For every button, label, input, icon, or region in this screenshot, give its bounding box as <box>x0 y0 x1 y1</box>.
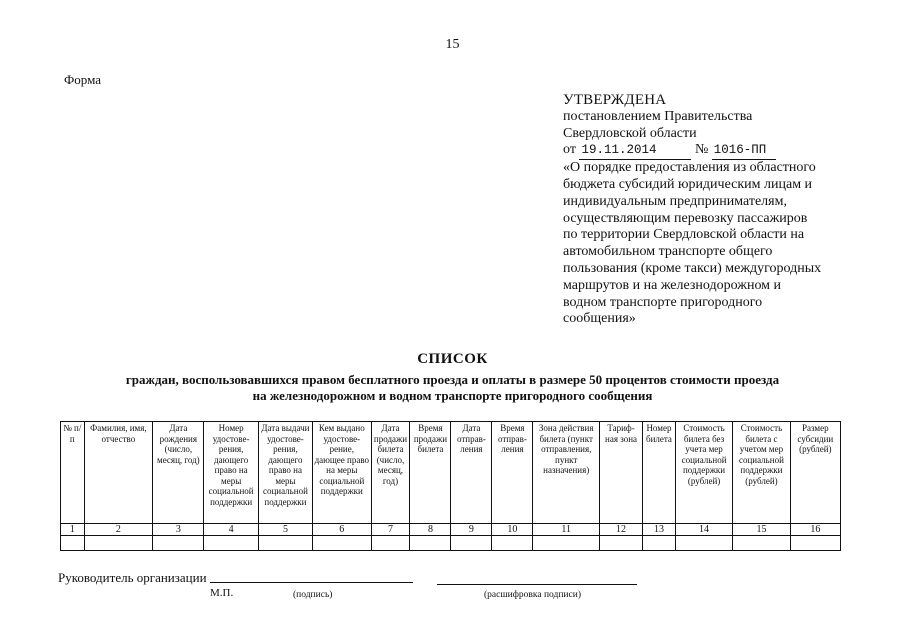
list-title: СПИСОК <box>417 351 488 367</box>
approval-line: автомобильном транспорте общего <box>563 244 773 260</box>
empty-cell <box>733 536 790 551</box>
signature-line <box>210 582 413 583</box>
column-number: 12 <box>600 524 643 536</box>
from-prefix: от <box>563 142 576 158</box>
column-number: 3 <box>153 524 204 536</box>
signature-caption: (подпись) <box>293 590 333 600</box>
column-number: 1 <box>61 524 85 536</box>
column-number: 13 <box>643 524 676 536</box>
page-number: 15 <box>445 37 460 52</box>
approval-line: маршрутов и на железнодорожном и <box>563 277 782 293</box>
approval-line: пользования (кроме такси) междугородных <box>563 260 822 276</box>
column-header: Время отправ-ления <box>492 422 533 524</box>
empty-cell <box>492 536 533 551</box>
approval-line: «О порядке предоставления из областного <box>563 160 816 176</box>
empty-cell <box>153 536 204 551</box>
citizens-table <box>60 421 841 551</box>
column-number: 16 <box>790 524 840 536</box>
column-number: 6 <box>313 524 371 536</box>
column-header: Дата рождения (число, месяц, год) <box>153 422 204 524</box>
list-subtitle-line: на железнодорожном и водном транспорте пригородного сообщения <box>252 388 653 403</box>
column-header: Время продажи билета <box>410 422 451 524</box>
column-number: 4 <box>204 524 258 536</box>
approval-line: бюджета субсидий юридическим лицам и <box>563 176 813 192</box>
column-header: Тариф-ная зона <box>600 422 643 524</box>
empty-cell <box>84 536 153 551</box>
column-number: 5 <box>258 524 312 536</box>
column-number: 7 <box>371 524 410 536</box>
signature-label: Руководитель организации <box>58 570 207 585</box>
approval-line: осуществляющим перевозку пассажиров <box>563 210 808 226</box>
column-number: 14 <box>675 524 732 536</box>
approval-date-number <box>563 142 863 160</box>
column-header: Фамилия, имя, отчество <box>84 422 153 524</box>
approval-line: индивидуальным предпринимателям, <box>563 193 787 209</box>
empty-cell <box>410 536 451 551</box>
column-header: Стоимость билета с учетом мер социальной поддержки (рублей) <box>733 422 790 524</box>
column-number: 8 <box>410 524 451 536</box>
empty-cell <box>533 536 600 551</box>
column-number: 2 <box>84 524 153 536</box>
empty-cell <box>451 536 492 551</box>
empty-cell <box>371 536 410 551</box>
decoding-line <box>437 584 637 585</box>
decoding-caption: (расшифровка подписи) <box>484 590 581 600</box>
empty-cell <box>313 536 371 551</box>
approval-line: по территории Свердловской области на <box>563 227 805 243</box>
column-header: Дата продажи билета (число, месяц, год) <box>371 422 410 524</box>
approval-line: сообщения» <box>563 311 636 327</box>
stamp-label: М.П. <box>210 587 234 599</box>
column-header: Номер билета <box>643 422 676 524</box>
column-header: № п/п <box>61 422 85 524</box>
column-number: 9 <box>451 524 492 536</box>
approval-line: Свердловской области <box>563 125 697 141</box>
form-label: Форма <box>64 72 101 87</box>
empty-cell <box>61 536 85 551</box>
table-column-numbers-row <box>61 524 841 536</box>
column-header: Дата отправ-ления <box>451 422 492 524</box>
table-header-row <box>61 422 841 524</box>
column-header: Дата выдачи удостове-рения, дающего право на меры социальной поддержки <box>258 422 312 524</box>
table-empty-row <box>61 536 841 551</box>
column-number: 15 <box>733 524 790 536</box>
empty-cell <box>790 536 840 551</box>
approval-number: 1016-ПП <box>712 142 776 160</box>
approval-line: водном транспорте пригородного <box>563 294 763 310</box>
number-prefix: № <box>694 142 709 158</box>
column-header: Стоимость билета без учета мер социальной поддержки (рублей) <box>675 422 732 524</box>
list-subtitle <box>0 372 905 404</box>
empty-cell <box>204 536 258 551</box>
column-header: Размер субсидии (рублей) <box>790 422 840 524</box>
approval-block <box>563 92 863 328</box>
approval-date: 19.11.2014 <box>579 142 691 160</box>
empty-cell <box>258 536 312 551</box>
column-number: 11 <box>533 524 600 536</box>
column-header: Зона действия билета (пункт отправления, пункт назначения) <box>533 422 600 524</box>
column-header: Номер удостове-рения, дающего право на меры социальной поддержки <box>204 422 258 524</box>
empty-cell <box>675 536 732 551</box>
empty-cell <box>600 536 643 551</box>
approval-title: УТВЕРЖДЕНА <box>563 92 667 108</box>
list-subtitle-line: граждан, воспользовавшихся правом бесплатного проезда и оплаты в размере 50 процентов стоимости проезда <box>125 372 780 387</box>
column-number: 10 <box>492 524 533 536</box>
empty-cell <box>643 536 676 551</box>
approval-line: постановлением Правительства <box>563 108 753 124</box>
column-header: Кем выдано удостове-рение, дающее право на меры социальной поддержки <box>313 422 371 524</box>
